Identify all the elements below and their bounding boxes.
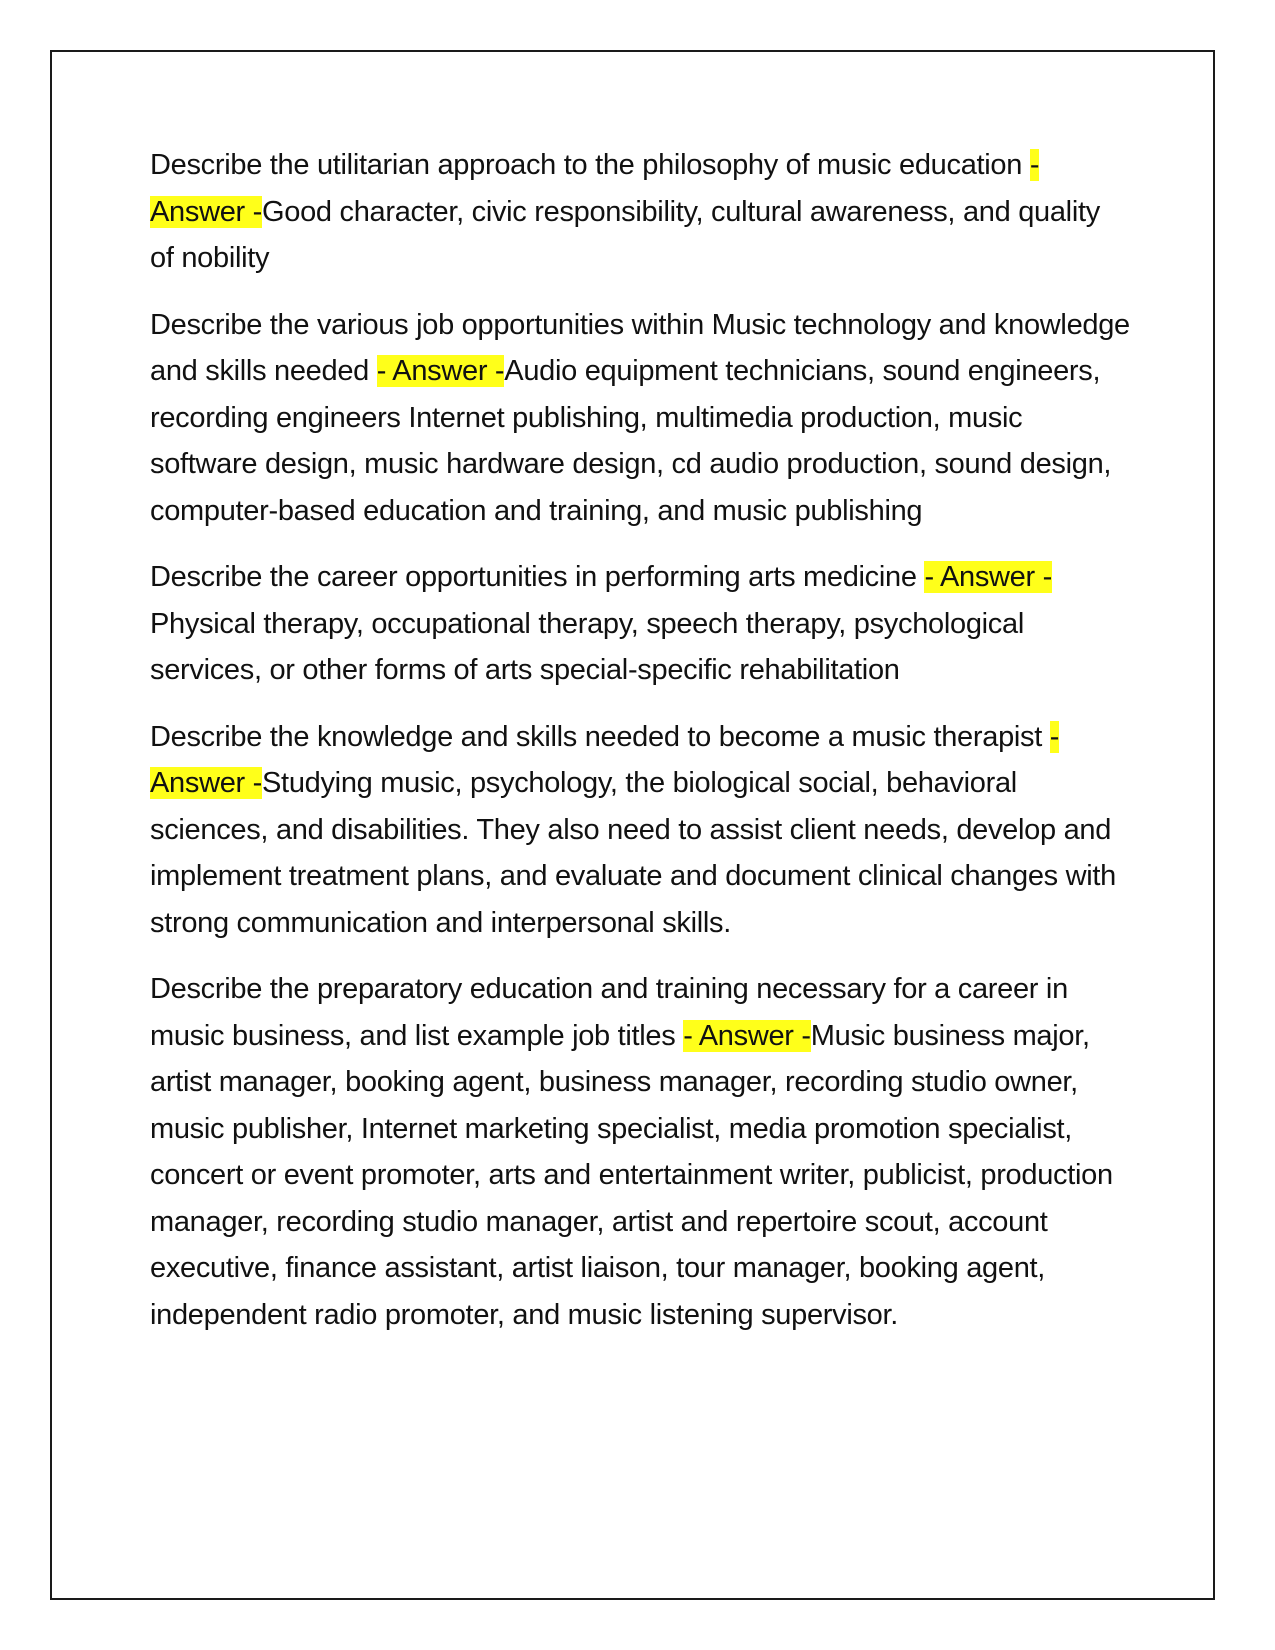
qa-item-5 bbox=[150, 966, 1130, 1338]
answer-text: Audio equipment technicians, sound engineers, recording engineers Internet publishing, multimedia production, music software design, music hardware design, cd audio production, sound design, computer-based education and training, and music publishing bbox=[150, 355, 1112, 527]
answer-marker: - Answer - bbox=[376, 355, 505, 387]
question-text: Describe the career opportunities in performing arts medicine bbox=[150, 561, 917, 593]
answer-marker: - Answer - bbox=[150, 149, 1040, 228]
answer-marker: - Answer - bbox=[683, 1019, 811, 1052]
answer-marker: - Answer - bbox=[924, 561, 1052, 593]
qa-item-4 bbox=[150, 714, 1130, 947]
document-body bbox=[150, 142, 1130, 1358]
qa-item-3 bbox=[150, 554, 1130, 694]
question-text: Describe the utilitarian approach to the philosophy of music education bbox=[150, 149, 1023, 181]
question-text: Describe the various job opportunities within Music technology and knowledge and skills needed bbox=[150, 308, 1130, 387]
question-text: Describe the knowledge and skills needed to become a music therapist bbox=[150, 720, 1042, 753]
answer-text: Studying music, psychology, the biological social, behavioral sciences, and disabilities. They also need to assist client needs, develop and implement treatment plans, and evaluate and document clinical changes with strong communication and interpersonal skills. bbox=[150, 767, 1116, 939]
answer-text: Good character, civic responsibility, cultural awareness, and quality of nobility bbox=[150, 195, 1100, 274]
qa-item-1 bbox=[150, 142, 1130, 282]
answer-text: Physical therapy, occupational therapy, speech therapy, psychological services, or other forms of arts special-specific rehabilitation bbox=[150, 607, 1024, 686]
qa-item-2 bbox=[150, 302, 1130, 535]
answer-marker: - Answer - bbox=[150, 720, 1060, 799]
answer-text: Music business major, artist manager, booking agent, business manager, recording studio owner, music publisher, Internet marketing specialist, media promotion specialist, concert or event promoter, arts and entertainment writer, publicist, production manager, recording studio manager, artist and repertoire scout, account executive, finance assistant, artist liaison, tour manager, booking agent, independent radio promoter, and music listening supervisor. bbox=[150, 1019, 1113, 1331]
question-text: Describe the preparatory education and training necessary for a career in music business, and list example job titles bbox=[150, 973, 1068, 1052]
